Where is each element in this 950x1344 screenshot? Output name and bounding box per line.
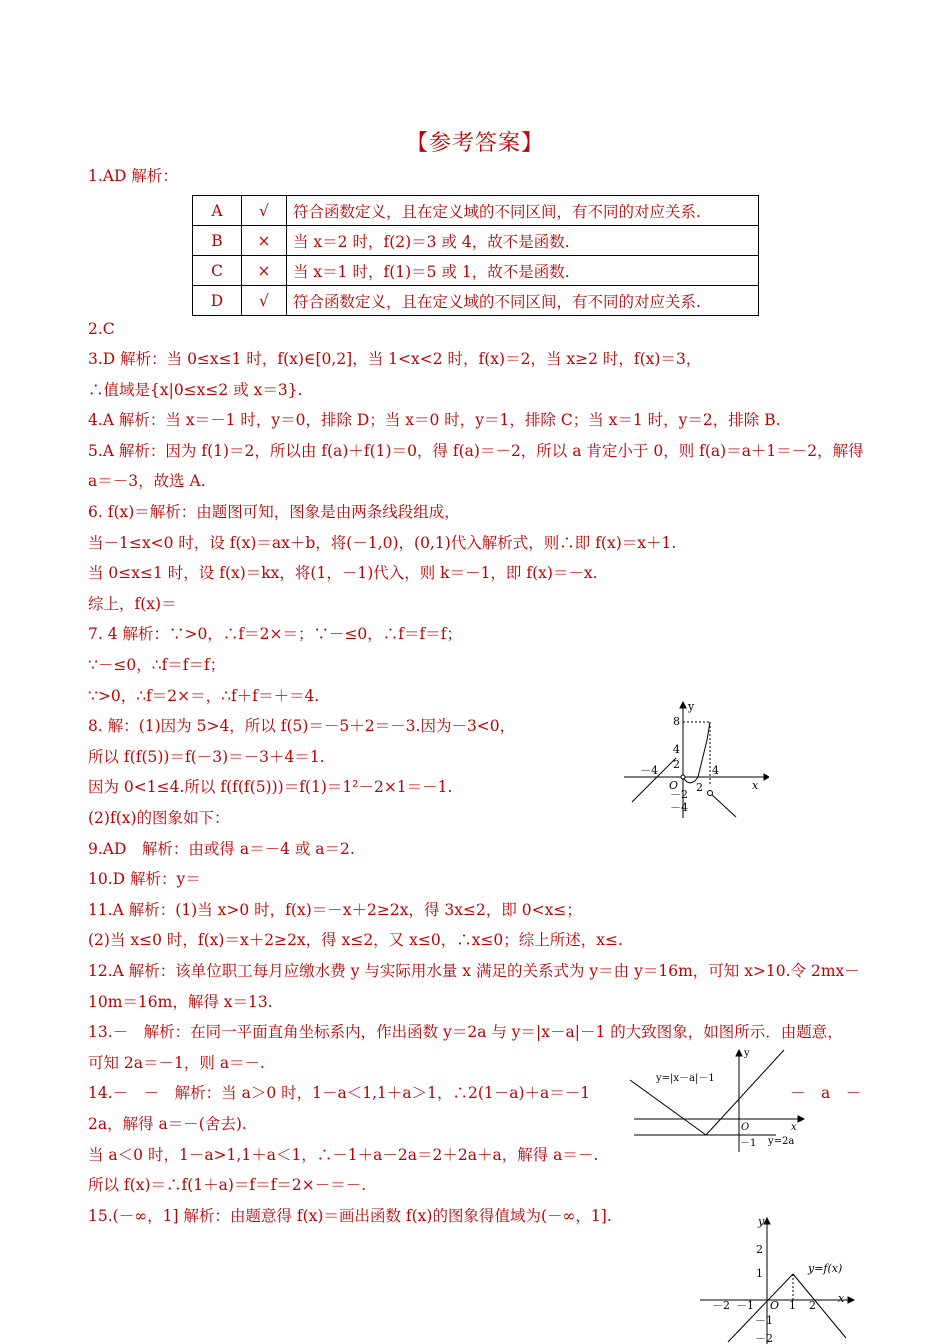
g3-x-label: x xyxy=(838,1292,845,1305)
g2-tick-minus-1: －1 xyxy=(740,1138,757,1149)
answer-11-line2: (2)当 x≤0 时，f(x)＝x＋2≥2x，得 x≤2，又 x≤0，∴x≤0；综上所述，x≤. xyxy=(88,931,623,949)
answer-7-line2: ∵－≤0，∴f＝f＝f； xyxy=(88,656,226,674)
answer-14-line2: 2a，解得 a＝－(舍去). xyxy=(88,1115,247,1133)
g1-tick-x-2: 2 xyxy=(696,781,703,794)
g1-tick-x-4: 4 xyxy=(712,764,719,777)
table-row xyxy=(193,256,759,286)
table-cell-option: B xyxy=(193,226,242,256)
table-cell-option: A xyxy=(193,196,242,226)
g1-origin: O xyxy=(669,779,679,792)
answer-7: 7. 4 解析：∵>0，∴f＝2×＝；∵－≤0，∴f＝f＝f； xyxy=(88,625,462,643)
answer-9: 9.AD 解析：由或得 a＝－4 或 a＝2. xyxy=(88,840,355,858)
page-title: 【参考答案】 xyxy=(405,131,544,156)
g3-tick-2: 2 xyxy=(756,1243,763,1256)
answer-8: 8. 解：(1)因为 5>4，所以 f(5)＝－5＋2＝－3.因为－3<0， xyxy=(88,717,516,735)
g1-tick-2: 2 xyxy=(673,758,680,771)
table-cell-mark: × xyxy=(242,256,287,286)
answer-6-line4: 综上，f(x)＝ xyxy=(88,595,177,613)
g1-y-label: y xyxy=(688,700,695,713)
table-row xyxy=(193,226,759,256)
g3-tick-x-1: 1 xyxy=(789,1299,796,1312)
answer-13-line2: 可知 2a＝－1，则 a＝－. xyxy=(88,1054,265,1072)
g3-y-label: y xyxy=(758,1215,765,1228)
graph-answer-15 xyxy=(698,1212,858,1344)
table-cell-option: D xyxy=(193,286,242,316)
answer-14-line3: 当 a＜0 时，1－a>1,1＋a＜1，∴－1＋a－2a＝2＋2a＋a，解得 a＝－. xyxy=(88,1146,599,1164)
answer-13: 13.－ 解析：在同一平面直角坐标系内，作出函数 y＝2a 与 y＝|x－a|－1 的大致图象，如图所示．由题意， xyxy=(88,1023,843,1041)
answer-8-line4: (2)f(x)的图象如下： xyxy=(88,809,230,827)
g2-curve-label: y=|x－a|－1 xyxy=(656,1073,715,1084)
answer-3-cont: ∴值域是{x|0≤x≤2 或 x＝3}. xyxy=(88,381,303,399)
answer-6-line3: 当 0≤x≤1 时，设 f(x)＝kx，将(1，－1)代入，则 k＝－1，即 f(x)＝－x. xyxy=(88,564,598,582)
answer-14-line4: 所以 f(x)＝∴f(1＋a)＝f＝f＝2×－＝－. xyxy=(88,1176,367,1194)
answer-6: 6. f(x)＝解析：由题图可知，图象是由两条线段组成， xyxy=(88,503,460,521)
table-cell-description: 符合函数定义，且在定义域的不同区间，有不同的对应关系. xyxy=(287,196,759,226)
answer-6-line2: 当－1≤x<0 时，设 f(x)＝ax＋b，将(－1,0)，(0,1)代入解析式，则∴即 f(x)＝x＋1. xyxy=(88,534,677,552)
answer-15: 15.(－∞，1] 解析：由题意得 f(x)＝画出函数 f(x)的图象得值域为(－∞，1]. xyxy=(88,1207,612,1225)
answer-3: 3.D 解析：当 0≤x≤1 时，f(x)∈[0,2]，当 1<x<2 时，f(x)＝2，当 x≥2 时，f(x)＝3， xyxy=(88,350,702,368)
table-cell-mark: × xyxy=(242,226,287,256)
graph-answer-13 xyxy=(626,1044,806,1154)
table-cell-description: 符合函数定义，且在定义域的不同区间，有不同的对应关系. xyxy=(287,286,759,316)
answer-table xyxy=(192,195,759,316)
g3-curve-label: y=f(x) xyxy=(808,1262,843,1275)
table-cell-description: 当 x＝2 时，f(2)＝3 或 4，故不是函数. xyxy=(287,226,759,256)
answer-5: 5.A 解析：因为 f(1)＝2，所以由 f(a)＋f(1)＝0，得 f(a)＝－2，所以 a 肯定小于 0，则 f(a)＝a＋1＝－2，解得 xyxy=(88,442,864,460)
graph-answer-8 xyxy=(624,700,769,820)
answer-5-cont: a＝－3，故选 A. xyxy=(88,472,206,490)
answer-14-tail: － a － xyxy=(790,1084,862,1102)
answer-12: 12.A 解析：该单位职工每月应缴水费 y 与实际用水量 x 满足的关系式为 y＝由 y＝16m，可知 x>10.令 2mx－ xyxy=(88,962,860,980)
answer-1: 1.AD 解析： xyxy=(88,167,178,185)
answer-10: 10.D 解析：y＝ xyxy=(88,870,201,888)
g2-x-label: x xyxy=(791,1122,797,1133)
table-row xyxy=(193,196,759,226)
g2-line-label: y=2a xyxy=(768,1136,795,1147)
answer-12-line2: 10m＝16m，解得 x＝13. xyxy=(88,993,273,1011)
answer-2: 2.C xyxy=(88,320,115,338)
answer-14: 14.－ － 解析：当 a＞0 时，1－a＜1,1＋a＞1，∴2(1－a)＋a＝－1 xyxy=(88,1084,591,1102)
g2-y-label: y xyxy=(744,1048,750,1059)
g3-origin: O xyxy=(770,1299,780,1312)
g1-tick-8: 8 xyxy=(673,715,680,728)
g3-tick-x-2: 2 xyxy=(809,1299,816,1312)
g1-tick-minus-2: －2 xyxy=(670,788,688,801)
g1-x-label: x xyxy=(752,779,759,792)
g2-origin: O xyxy=(741,1122,750,1133)
g1-tick-minus-4: －4 xyxy=(670,801,688,814)
table-cell-mark: √ xyxy=(242,286,287,316)
answer-8-line2: 所以 f(f(5))＝f(－3)＝－3＋4＝1. xyxy=(88,748,325,766)
g3-tick-minus-1: －1 xyxy=(755,1314,773,1327)
g1-tick-4: 4 xyxy=(673,743,680,756)
g1-tick-x-minus-4: －4 xyxy=(640,764,658,777)
table-row xyxy=(193,286,759,316)
answer-8-line3: 因为 0<1≤4.所以 f(f(f(5)))＝f(1)＝1²－2×1＝－1. xyxy=(88,778,453,796)
g3-tick-x-minus-2: －2 xyxy=(712,1299,730,1312)
g3-tick-x-minus-1: －1 xyxy=(736,1299,754,1312)
answer-7-line3: ∵>0，∴f＝2×＝，∴f＋f＝＋＝4. xyxy=(88,687,320,705)
answer-11: 11.A 解析：(1)当 x>0 时，f(x)＝－x＋2≥2x，得 3x≤2，即 0<x≤； xyxy=(88,901,582,919)
table-cell-mark: √ xyxy=(242,196,287,226)
table-cell-description: 当 x＝1 时，f(1)＝5 或 1，故不是函数. xyxy=(287,256,759,286)
g3-tick-minus-2: －2 xyxy=(755,1332,773,1344)
g3-tick-1: 1 xyxy=(756,1267,763,1280)
table-cell-option: C xyxy=(193,256,242,286)
answer-4: 4.A 解析：当 x＝－1 时，y＝0，排除 D；当 x＝0 时，y＝1，排除 C；当 x＝1 时，y＝2，排除 B. xyxy=(88,411,781,429)
